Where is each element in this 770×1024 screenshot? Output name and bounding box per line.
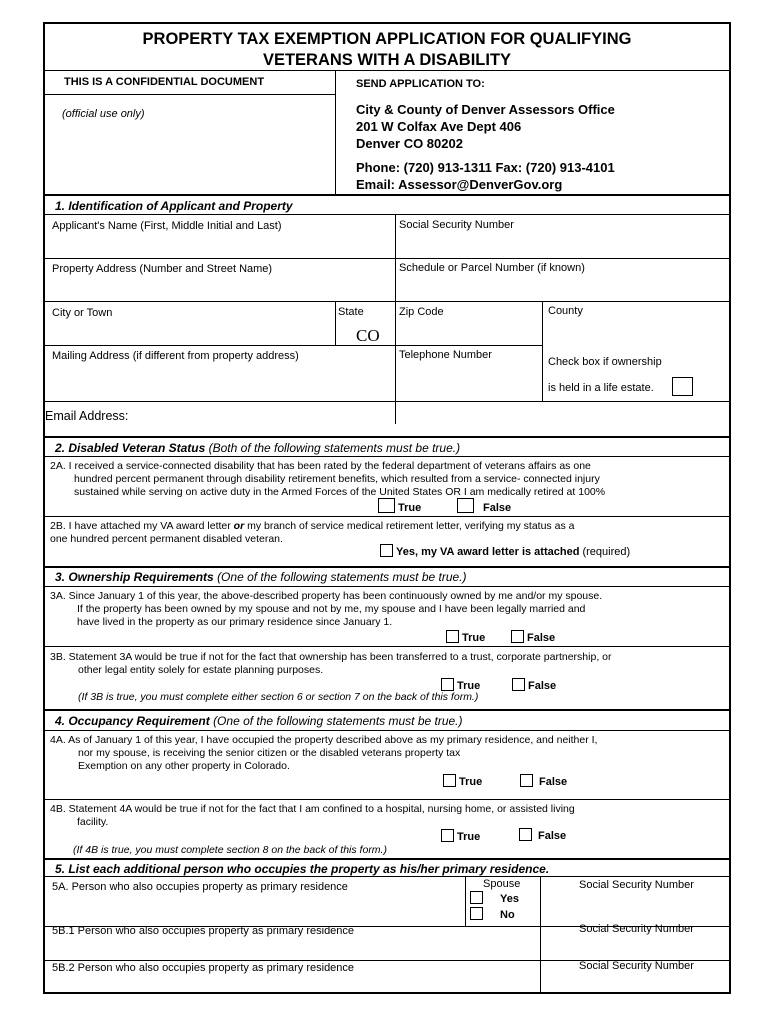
ssn-label[interactable]: Social Security Number <box>399 219 514 231</box>
3a-false-option[interactable]: False <box>511 630 555 644</box>
section3-heading: 3. Ownership Requirements (One of the following statements must be true.) <box>55 570 467 584</box>
2a-false-option[interactable]: False <box>457 498 511 514</box>
form-title-line1: PROPERTY TAX EXEMPTION APPLICATION FOR QUALIFYING <box>142 30 632 48</box>
spouse-yes-checkbox[interactable] <box>470 891 483 904</box>
send-to-label: SEND APPLICATION TO: <box>356 78 485 90</box>
form-title-line2: VETERANS WITH A DISABILITY <box>262 51 512 69</box>
4a-false-option[interactable]: False <box>520 774 567 788</box>
3a-true-option[interactable]: True <box>446 630 485 644</box>
3a-true-checkbox[interactable] <box>446 630 459 643</box>
application-form <box>43 22 731 994</box>
section4-heading: 4. Occupancy Requirement (One of the following statements must be true.) <box>55 714 463 728</box>
official-use-label: (official use only) <box>62 108 145 120</box>
statement-2b: 2B. I have attached my VA award letter or my branch of service medical retirement letter, verifying my status as a one hundred percent permanent disabled veteran. <box>50 520 575 545</box>
section1-heading: 1. Identification of Applicant and Property <box>55 199 293 213</box>
section5-heading: 5. List each additional person who occupies the property as his/her primary residence. <box>55 862 550 876</box>
2a-false-checkbox[interactable] <box>457 498 474 513</box>
5b2-ssn-label[interactable]: Social Security Number <box>579 960 694 972</box>
va-letter-checkbox[interactable] <box>380 544 393 557</box>
assessor-address <box>356 101 615 193</box>
confidential-label: THIS IS A CONFIDENTIAL DOCUMENT <box>64 76 265 88</box>
email-address-label[interactable]: Email Address: <box>45 409 129 423</box>
4b-false-option[interactable]: False <box>519 828 566 842</box>
5b1-ssn-label[interactable]: Social Security Number <box>579 923 694 935</box>
state-label: State <box>338 306 364 318</box>
spouse-label: Spouse <box>483 878 521 890</box>
state-value: CO <box>356 326 380 345</box>
applicant-name-label[interactable]: Applicant's Name (First, Middle Initial and Last) <box>52 220 282 232</box>
va-letter-attached-option[interactable]: Yes, my VA award letter is attached (required) <box>380 544 630 558</box>
5b1-person-label[interactable]: 5B.1 Person who also occupies property as primary residence <box>52 925 355 937</box>
4b-true-checkbox[interactable] <box>441 829 454 842</box>
office-phone-fax: Phone: (720) 913-1311 Fax: (720) 913-4101 <box>356 160 615 175</box>
3b-false-checkbox[interactable] <box>512 678 525 691</box>
3b-note: (If 3B is true, you must complete either section 6 or section 7 on the back of this form.) <box>78 691 479 703</box>
mailing-address-label[interactable]: Mailing Address (if different from property address) <box>52 350 299 362</box>
spouse-no-option[interactable]: No <box>470 907 515 921</box>
2a-true-option[interactable]: True <box>378 498 421 514</box>
4b-true-option[interactable]: True <box>441 829 480 843</box>
statement-4b: 4B. Statement 4A would be true if not for the fact that I am confined to a hospital, nursing home, or assisted living facility. <box>50 803 575 828</box>
statement-3a: 3A. Since January 1 of this year, the above-described property has been continuously owned by me and/or my spouse. If the property has been owned by my spouse and not by me, my spouse and I have been legally married and have lived in the property as our primary residence since January 1. <box>50 590 603 628</box>
5a-ssn-label[interactable]: Social Security Number <box>579 879 694 891</box>
city-label[interactable]: City or Town <box>52 307 113 319</box>
4b-false-checkbox[interactable] <box>519 828 532 841</box>
office-city: Denver CO 80202 <box>356 136 463 151</box>
2a-true-checkbox[interactable] <box>378 498 395 513</box>
3a-false-checkbox[interactable] <box>511 630 524 643</box>
office-email: Email: Assessor@DenverGov.org <box>356 177 563 192</box>
schedule-number-label[interactable]: Schedule or Parcel Number (if known) <box>399 262 585 274</box>
3b-true-option[interactable]: True <box>441 678 480 692</box>
3b-true-checkbox[interactable] <box>441 678 454 691</box>
office-name: City & County of Denver Assessors Office <box>356 102 615 117</box>
spouse-no-checkbox[interactable] <box>470 907 483 920</box>
4a-true-option[interactable]: True <box>443 774 482 788</box>
life-estate-text2: is held in a life estate. <box>548 382 654 394</box>
4b-note: (If 4B is true, you must complete section 8 on the back of this form.) <box>73 844 387 856</box>
3b-false-option[interactable]: False <box>512 678 556 692</box>
telephone-label[interactable]: Telephone Number <box>399 349 492 361</box>
4a-true-checkbox[interactable] <box>443 774 456 787</box>
zip-label[interactable]: Zip Code <box>399 306 444 318</box>
life-estate-text1: Check box if ownership <box>548 356 662 368</box>
section2-heading: 2. Disabled Veteran Status (Both of the following statements must be true.) <box>55 441 461 455</box>
statement-2a: 2A. I received a service-connected disability that has been rated by the federal department of veterans affairs as one hundred percent permanent through disability retirement benefits, which resulted from a service- connected injury sustained while serving on active duty in the Armed Forces of the United States OR I am medically retired at 100% <box>50 460 606 498</box>
4a-false-checkbox[interactable] <box>520 774 533 787</box>
office-street: 201 W Colfax Ave Dept 406 <box>356 119 522 134</box>
5b2-person-label[interactable]: 5B.2 Person who also occupies property as primary residence <box>52 962 355 974</box>
life-estate-checkbox[interactable] <box>672 377 693 396</box>
statement-4a: 4A. As of January 1 of this year, I have occupied the property described above as my primary residence, and neither I, nor my spouse, is receiving the senior citizen or the disabled veterans property tax Exemption on any other property in Colorado. <box>50 734 598 772</box>
county-label[interactable]: County <box>548 305 583 317</box>
spouse-yes-option[interactable]: Yes <box>470 891 519 905</box>
property-address-label[interactable]: Property Address (Number and Street Name) <box>52 263 273 275</box>
statement-3b: 3B. Statement 3A would be true if not for the fact that ownership has been transferred to a trust, corporate partnership, or other legal entity solely for estate planning purposes. <box>50 651 612 676</box>
5a-person-label[interactable]: 5A. Person who also occupies property as primary residence <box>52 881 348 893</box>
